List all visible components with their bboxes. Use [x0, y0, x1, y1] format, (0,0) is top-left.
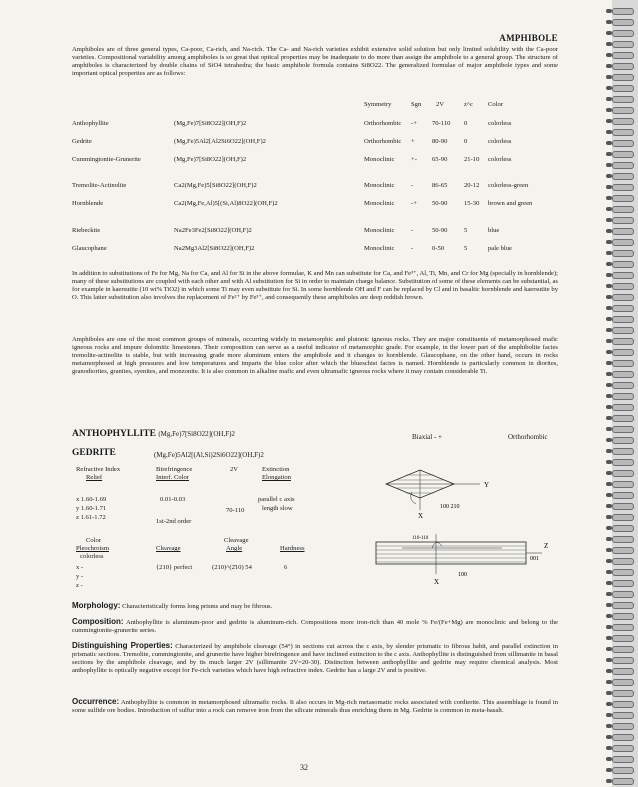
pleo-value-x: x - — [76, 564, 84, 571]
axis-x-label-bottom: X — [434, 578, 440, 586]
formula-cell: (Mg,Fe)7[Si8O22](OH,F)2 — [174, 120, 247, 127]
formula-cell: (Mg,Fe)5Al2[Al2Si6O22](OH,F)2 — [174, 138, 266, 145]
plane-110-label: 110-110 — [412, 536, 429, 541]
binding-ring — [606, 580, 636, 586]
symmetry-cell: Monoclinic — [364, 200, 395, 207]
table-row — [72, 182, 558, 191]
binding-ring — [606, 294, 636, 300]
binding-ring — [606, 426, 636, 432]
binding-ring — [606, 261, 636, 267]
binding-ring — [606, 767, 636, 773]
binding-ring — [606, 8, 636, 14]
color-cell: colorless — [488, 156, 512, 163]
binding-ring — [606, 52, 636, 58]
intro-paragraph: Amphiboles are of three general types, Ca-poor, Ca-rich, and Na-rich. The Ca- and Na-rich varieties exhibit extensive solid solution but only limited solubility with the Ca-poor varieties. Compositional variability among amphiboles is so great that optical properties may be inadequate to do more than assign the amphibole to a general group. The structure of amphiboles is characterized by double chains of SiO4 tetrahedra; the basic amphibole formula contains Si8O22. The generalized formulae of major amphibole types and some important optical properties are as follows: — [72, 46, 558, 77]
sub-mineral-name: GEDRITE — [72, 448, 116, 458]
elongation-value: length slow — [262, 505, 293, 512]
ri-value-x: x 1.60-1.69 — [76, 496, 107, 503]
page-number: 32 — [300, 763, 308, 772]
binding-ring — [606, 327, 636, 333]
two-v-cell: 0-50 — [432, 245, 445, 252]
binding-ring — [606, 371, 636, 377]
binding-ring — [606, 217, 636, 223]
mineral-name-cell: Glaucophane — [72, 245, 107, 252]
color-cell: colorless-green — [488, 182, 529, 189]
color-cell: colorless — [488, 138, 512, 145]
binding-ring — [606, 272, 636, 278]
plane-label-top: 100 210 — [440, 504, 460, 510]
table-row — [72, 156, 558, 165]
crystal-system: Orthorhombic — [508, 433, 548, 441]
label-relief: Relief — [86, 474, 103, 481]
section-text: Characteristically forms long prisms and may be fibrous. — [122, 603, 273, 610]
binding-ring — [606, 393, 636, 399]
binding-ring — [606, 448, 636, 454]
binding-ring — [606, 690, 636, 696]
table-row — [72, 200, 558, 209]
ri-value-z: z 1.61-1.72 — [76, 514, 106, 521]
label-birefringence: Birefringence — [156, 466, 193, 473]
binding-ring — [606, 437, 636, 443]
binding-ring — [606, 712, 636, 718]
formula-cell: Na2Fe3Fe2[Si8O22](OH,F)2 — [174, 227, 252, 234]
label-cleavage: Cleavage — [156, 545, 181, 552]
binding-ring — [606, 316, 636, 322]
section — [72, 602, 558, 611]
mineral-name-cell: Tremolite-Actinolite — [72, 182, 127, 189]
binding-ring — [606, 74, 636, 80]
binding-ring — [606, 349, 636, 355]
binding-ring — [606, 305, 636, 311]
ri-value-y: y 1.60-1.71 — [76, 505, 107, 512]
binding-ring — [606, 151, 636, 157]
two-v-value: 70-110 — [226, 507, 245, 514]
axis-x-label-top: X — [418, 512, 424, 520]
section-label: Occurrence: — [72, 697, 120, 706]
section-text: Characterized by amphibole cleavage (54°) in sections cut across the c axis, by slender prismatic to fibrous habit, and parallel extinction in prismatic sections. Tremolite, cummingtonite, and grunerite have higher birefringence and have inclined extinction to the c axis. Anthophyllite is distinguished from sillimanite in basal sections by the amphibole cleavage, and by its much larger 2V (sillimanite 2V=20-30). Distinction between anthophyllite and gedrite may require chemical analysis. Most anthophyllite is optically negative except for Fe-rich varieties which have high refractive index. Gedrite has a large 2V and is positive. — [72, 643, 559, 674]
extinction-angle-cell: 0 — [464, 138, 468, 145]
binding-ring — [606, 250, 636, 256]
binding-ring — [606, 283, 636, 289]
sign-cell: - — [411, 245, 414, 252]
mineral-formula: (Mg,Fe)7[Si8O22](OH,F)2 — [158, 430, 235, 438]
binding-ring — [606, 734, 636, 740]
formula-cell: Ca2(Mg,Fe)5[Si8O22](OH,F)2 — [174, 182, 257, 189]
sign-cell: - — [411, 182, 414, 189]
binding-ring — [606, 536, 636, 542]
binding-ring — [606, 30, 636, 36]
formula-cell: Na2Mg3Al2[Si8O22](OH,F)2 — [174, 245, 255, 252]
color-cell: blue — [488, 227, 500, 234]
binding-ring — [606, 85, 636, 91]
sign-cell: - — [411, 227, 414, 234]
label-color: Color — [86, 537, 102, 544]
birefringence-value: 0.01-0.03 — [160, 496, 186, 503]
binding-ring — [606, 195, 636, 201]
binding-ring — [606, 514, 636, 520]
two-v-cell: 80-90 — [432, 138, 448, 145]
axis-z-label: Z — [544, 542, 549, 550]
binding-ring — [606, 646, 636, 652]
sign-cell: +- — [411, 156, 417, 163]
symmetry-cell: Orthorhombic — [364, 138, 402, 145]
mineral-name: ANTHOPHYLLITE — [72, 429, 156, 439]
label-pleochroism: Pleochroism — [76, 545, 109, 552]
binding-ring — [606, 19, 636, 25]
mineral-name-cell: Gedrite — [72, 138, 92, 145]
section-text: Anthophyllite is aluminum-poor and gedrite is aluminum-rich. Compositions more iron-rich than 40 mole % Fe/(Fe+Mg) are monoclinic and belong to the cummingtonite-grunerite series. — [72, 619, 558, 634]
label-angle: Angle — [226, 545, 243, 552]
page-heading: AMPHIBOLE — [499, 33, 558, 43]
interference-value: 1st-2nd order — [156, 518, 192, 525]
color-cell: colorless — [488, 120, 512, 127]
binding-ring — [606, 591, 636, 597]
hardness-value: 6 — [284, 564, 288, 571]
binding-ring — [606, 668, 636, 674]
binding-ring — [606, 382, 636, 388]
sign-cell: + — [411, 138, 415, 145]
formula-cell: (Mg,Fe)7[Si8O22](OH,F)2 — [174, 156, 247, 163]
binding-ring — [606, 679, 636, 685]
two-v-cell: 70-110 — [432, 120, 451, 127]
label-interf-color: Interf. Color — [156, 474, 189, 481]
section-label: Distinguishing Properties: — [72, 641, 173, 650]
label-refractive-index: Refractive Index — [76, 466, 121, 473]
binding-ring — [606, 470, 636, 476]
binding-ring — [606, 547, 636, 553]
binding-ring — [606, 701, 636, 707]
header-color: Color — [488, 101, 504, 108]
binding-ring — [606, 162, 636, 168]
formula-cell: Ca2(Mg,Fe,Al)5[(Si,Al)8O22](OH,F)2 — [174, 200, 278, 207]
binding-ring — [606, 118, 636, 124]
occurrence-paragraph: Amphiboles are one of the most common groups of minerals, occurring widely in metamorphic and plutonic igneous rocks. They are major constituents of metamorphosed mafic igneous rocks and impure dolomitic limestones. Their composition can serve as a useful indicator of metamorphic grade. For example, in the lower part of the amphibolite facies tremolite-actinolite is stable, but with increasing grade more aluminum enters the amphibole and it changes to hornblende. Glaucophane, on the other hand, occurs in rocks metamorphosed at high pressures and low temperatures and imparts the blue color after which the blueschist facies is named. Hornblende is particularly common in diorites, granodiorites, granites, syenites, and monzonite. It is also common in alkaline mafic and even ultramafic igneous rocks where it may contain considerable Ti. — [72, 336, 558, 375]
header-symmetry: Symmetry — [364, 101, 392, 108]
mineral-name-cell: Riebeckite — [72, 227, 101, 234]
color-cell: brown and green — [488, 200, 533, 207]
label-extinction: Extinction — [262, 466, 290, 473]
plane-001-label: 001 — [530, 556, 539, 562]
section — [72, 618, 558, 635]
sign-cell: -+ — [411, 120, 417, 127]
extinction-angle-cell: 15-30 — [464, 200, 480, 207]
binding-ring — [606, 481, 636, 487]
substitution-paragraph: In addition to substitutions of Fe for Mg, Na for Ca, and Al for Si in the above formulae, K and Mn can substitute for Ca, and Fe³⁺, Al, Ti, Mn, and Cr for Mg (specially in hornblende); many of these substitutions are coupled with each other and with Al substitution for Si in order to maintain charge balance. Substitution of some of these elements can be substantial, as for example in kaersutite (10 wt% TiO2) in which some Ti may even substitute for Si. In some hornblende OH and F can be replaced by Cl and in basaltic hornblende and kaersutite by O. This latter substitution also involves the replacement of Fe²⁺ by Fe³⁺, and consequently these amphiboles are deep reddish brown. — [72, 270, 558, 301]
label-2v: 2V — [230, 466, 239, 473]
symmetry-cell: Monoclinic — [364, 182, 395, 189]
section-label: Composition: — [72, 617, 124, 626]
binding-ring — [606, 404, 636, 410]
color-value: colorless — [80, 553, 104, 560]
binding-ring — [606, 228, 636, 234]
binding-ring — [606, 239, 636, 245]
axis-y-label: Y — [484, 481, 490, 489]
binding-ring — [606, 96, 636, 102]
binding-ring — [606, 41, 636, 47]
binding-ring — [606, 778, 636, 784]
extinction-value: parallel c axis — [258, 496, 295, 503]
binding-ring — [606, 613, 636, 619]
header-sgn: Sgn — [411, 101, 422, 108]
two-v-cell: 50-90 — [432, 227, 448, 234]
binding-ring — [606, 756, 636, 762]
two-v-cell: 50-90 — [432, 200, 448, 207]
binding-ring — [606, 415, 636, 421]
table-row — [72, 138, 558, 147]
binding-ring — [606, 723, 636, 729]
label-cleavage-angle: Cleavage — [224, 537, 249, 544]
symmetry-cell: Monoclinic — [364, 227, 395, 234]
table-header — [72, 101, 558, 110]
cleavage-value: {210} perfect — [156, 564, 193, 571]
binding-ring — [606, 657, 636, 663]
mineral-title — [72, 430, 235, 438]
table-row — [72, 120, 558, 129]
plane-100-label: 100 — [458, 572, 467, 578]
binding-ring — [606, 569, 636, 575]
angle-value: (210)^(2̄10) 54 — [212, 564, 252, 571]
binding-ring — [606, 140, 636, 146]
binding-ring — [606, 624, 636, 630]
binding-ring — [606, 635, 636, 641]
extinction-angle-cell: 0 — [464, 120, 468, 127]
extinction-angle-cell: 21-10 — [464, 156, 480, 163]
optic-sign: Biaxial - + — [412, 433, 442, 441]
section-text: Anthophyllite is common in metamorphosed ultramafic rocks. It also occurs in Mg-rich metasomatic rocks associated with cordierite. This assemblage is found in some sulfide ore bodies. Introduction of sulfur into a rock can remove iron from the silicate minerals thus enriching them in Mg. Gedrite is common in meta-basalt. — [72, 699, 558, 714]
extinction-angle-cell: 5 — [464, 245, 468, 252]
binding-ring — [606, 173, 636, 179]
color-cell: pale blue — [488, 245, 512, 252]
symmetry-cell: Monoclinic — [364, 245, 395, 252]
binding-ring — [606, 184, 636, 190]
label-elongation: Elongation — [262, 474, 291, 481]
binding-ring — [606, 338, 636, 344]
label-hardness: Hardness — [280, 545, 305, 552]
mineral-name-cell: Anthophyllite — [72, 120, 109, 127]
two-v-cell: 65-90 — [432, 156, 448, 163]
mineral-name-cell: Cummingtonite-Grunerite — [72, 156, 141, 163]
binding-ring — [606, 602, 636, 608]
table-row — [72, 227, 558, 236]
section — [72, 642, 558, 675]
table-row — [72, 245, 558, 254]
binding-ring — [606, 492, 636, 498]
section-label: Morphology: — [72, 601, 121, 610]
binding-ring — [606, 360, 636, 366]
binding-ring — [606, 459, 636, 465]
binding-ring — [606, 558, 636, 564]
mineral-name-cell: Hornblende — [72, 200, 104, 207]
crystal-diagram — [372, 464, 552, 604]
basal-section-drawing — [386, 470, 480, 510]
binding-ring — [606, 129, 636, 135]
sign-cell: -+ — [411, 200, 417, 207]
binding-ring — [606, 107, 636, 113]
binding-ring — [606, 206, 636, 212]
binding-ring — [606, 745, 636, 751]
sub-mineral-formula: (Mg,Fe)5Al2[(Al,Si)2Si6O22](OH,F)2 — [154, 451, 264, 459]
header-2v: 2V — [436, 101, 445, 108]
symmetry-cell: Monoclinic — [364, 156, 395, 163]
extinction-angle-cell: 5 — [464, 227, 468, 234]
pleo-value-z: z - — [76, 582, 83, 589]
binding-ring — [606, 525, 636, 531]
extinction-angle-cell: 20-12 — [464, 182, 480, 189]
symmetry-cell: Orthorhombic — [364, 120, 402, 127]
binding-ring — [606, 503, 636, 509]
two-v-cell: 86-65 — [432, 182, 448, 189]
pleo-value-y: y - — [76, 573, 84, 580]
binding-ring — [606, 63, 636, 69]
header-zc: z^c — [464, 101, 473, 108]
section — [72, 698, 558, 715]
prismatic-section-drawing — [376, 534, 542, 574]
